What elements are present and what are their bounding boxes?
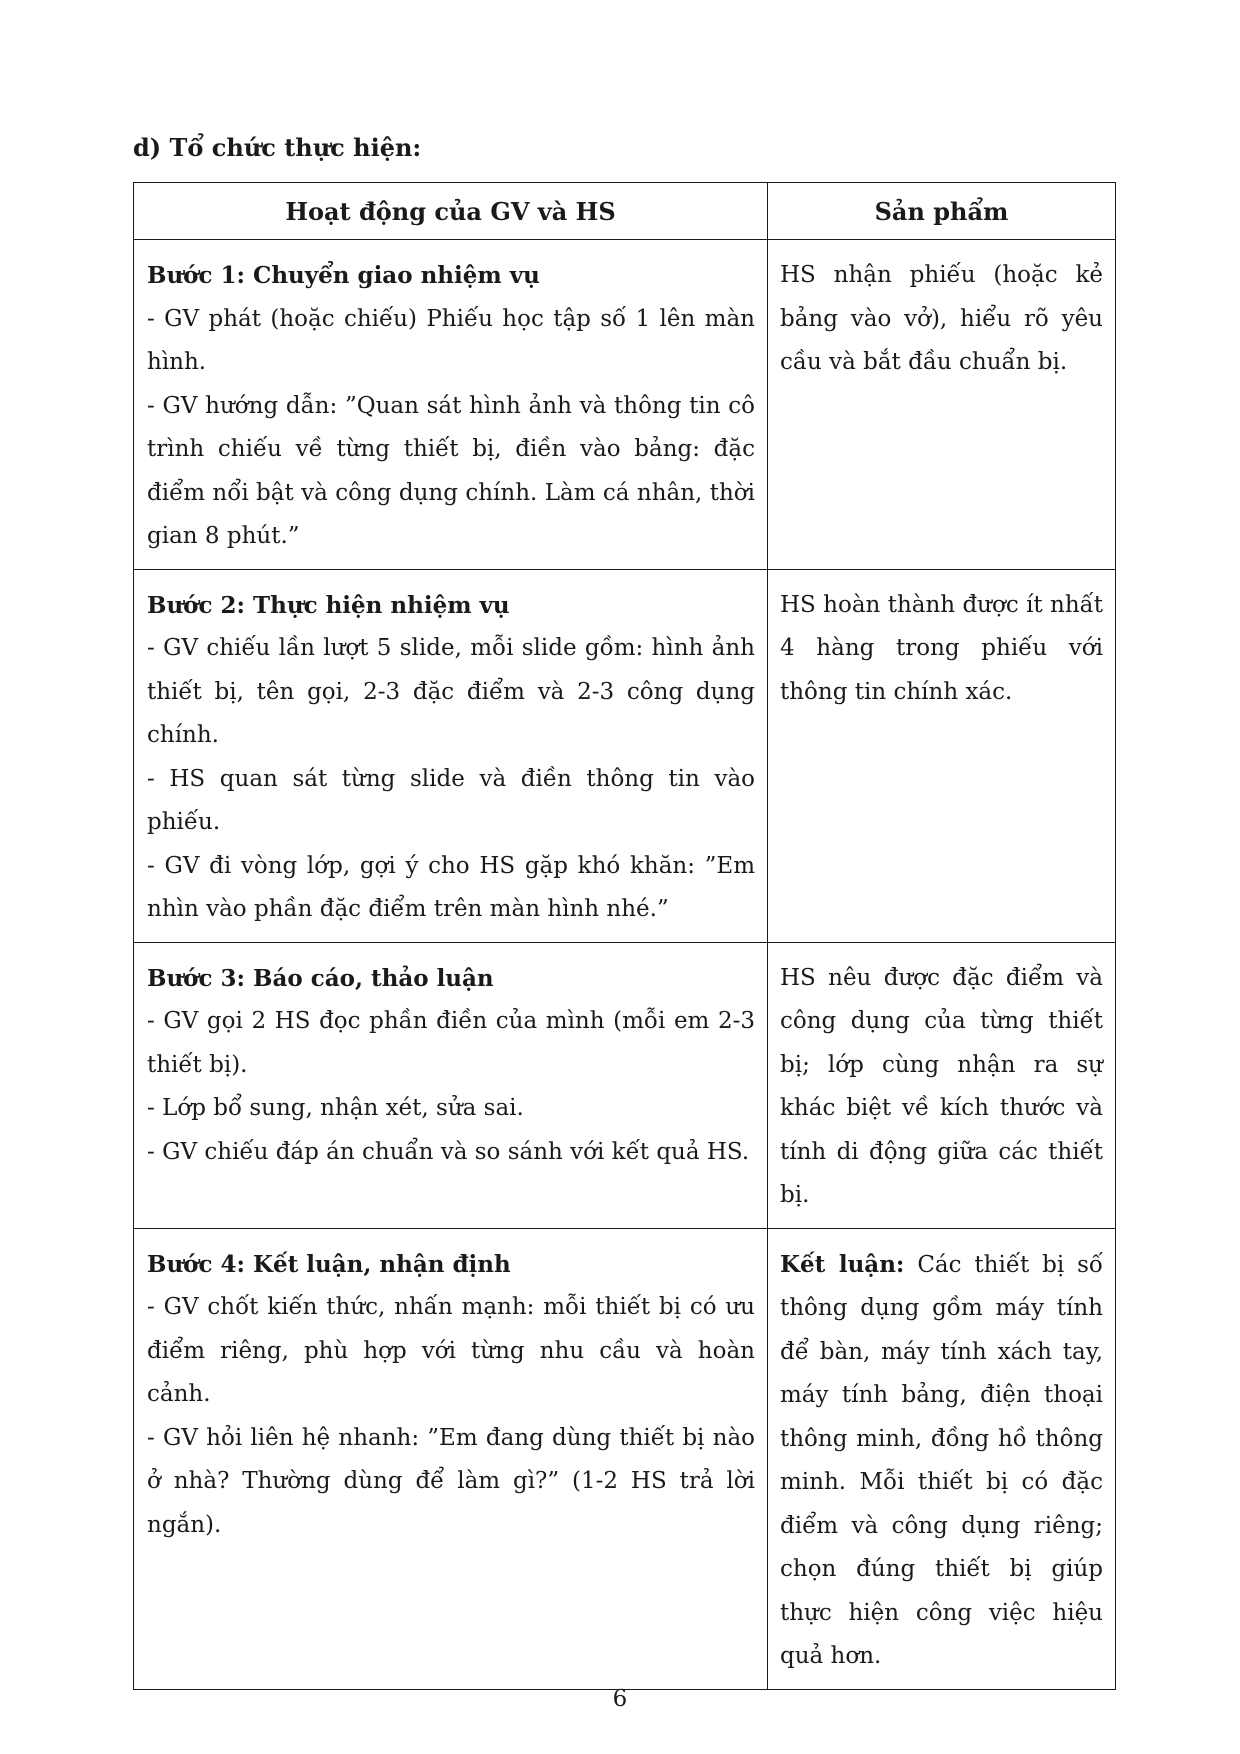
activity-cell bbox=[134, 569, 768, 942]
product-cell bbox=[768, 942, 1116, 1228]
table-row bbox=[134, 942, 1116, 1228]
product-cell bbox=[768, 1228, 1116, 1689]
activity-cell bbox=[134, 942, 768, 1228]
table-row bbox=[134, 240, 1116, 570]
activity-line: - GV chiếu đáp án chuẩn và so sánh với kết quả HS. bbox=[147, 1138, 750, 1165]
activity-line: - GV đi vòng lớp, gợi ý cho HS gặp khó khăn: ”Em nhìn vào phần đặc điểm trên màn hình nhé.” bbox=[147, 852, 755, 922]
header-activity: Hoạt động của GV và HS bbox=[134, 183, 768, 240]
page-number: 6 bbox=[612, 1686, 628, 1712]
activity-line: - GV hướng dẫn: ”Quan sát hình ảnh và thông tin cô trình chiếu về từng thiết bị, điền vào bảng: đặc điểm nổi bật và công dụng chính. Làm cá nhân, thời gian 8 phút.” bbox=[147, 392, 755, 549]
header-product: Sản phẩm bbox=[768, 183, 1116, 240]
activity-table bbox=[133, 182, 1116, 1690]
step-title: Bước 4: Kết luận, nhận định bbox=[147, 1250, 511, 1278]
activity-line: - GV phát (hoặc chiếu) Phiếu học tập số 1 lên màn hình. bbox=[147, 305, 755, 375]
product-text: HS nhận phiếu (hoặc kẻ bảng vào vở), hiểu rõ yêu cầu và bắt đầu chuẩn bị. bbox=[780, 262, 1103, 375]
conclusion-label: Kết luận: bbox=[780, 1250, 905, 1278]
step-title: Bước 3: Báo cáo, thảo luận bbox=[147, 964, 494, 992]
product-text: HS nêu được đặc điểm và công dụng của từng thiết bị; lớp cùng nhận ra sự khác biệt về kích thước và tính di động giữa các thiết bị. bbox=[780, 964, 1103, 1208]
activity-line: - GV chốt kiến thức, nhấn mạnh: mỗi thiết bị có ưu điểm riêng, phù hợp với từng nhu cầu và hoàn cảnh. bbox=[147, 1294, 755, 1407]
table-row bbox=[134, 569, 1116, 942]
product-cell bbox=[768, 240, 1116, 570]
step-title: Bước 1: Chuyển giao nhiệm vụ bbox=[147, 262, 540, 289]
table-row bbox=[134, 1228, 1116, 1689]
activity-line: - Lớp bổ sung, nhận xét, sửa sai. bbox=[147, 1095, 524, 1121]
product-text: Các thiết bị số thông dụng gồm máy tính để bàn, máy tính xách tay, máy tính bảng, điện thoại thông minh, đồng hồ thông minh. Mỗi thiết bị có đặc điểm và công dụng riêng; chọn đúng thiết bị giúp thực hiện công việc hiệu quả hơn. bbox=[780, 1251, 1103, 1669]
activity-cell bbox=[134, 1228, 768, 1689]
product-text: HS hoàn thành được ít nhất 4 hàng trong phiếu với thông tin chính xác. bbox=[780, 591, 1103, 705]
activity-line: - GV gọi 2 HS đọc phần điền của mình (mỗi em 2-3 thiết bị). bbox=[147, 1008, 755, 1078]
activity-line: - GV chiếu lần lượt 5 slide, mỗi slide gồm: hình ảnh thiết bị, tên gọi, 2-3 đặc điểm và 2-3 công dụng chính. bbox=[147, 635, 755, 748]
activity-line: - GV hỏi liên hệ nhanh: ”Em đang dùng thiết bị nào ở nhà? Thường dùng để làm gì?” (1-2 HS trả lời ngắn). bbox=[147, 1424, 755, 1538]
product-cell bbox=[768, 569, 1116, 942]
activity-line: - HS quan sát từng slide và điền thông tin vào phiếu. bbox=[147, 765, 755, 835]
activity-cell bbox=[134, 240, 768, 570]
section-heading: d) Tổ chức thực hiện: bbox=[133, 133, 422, 162]
table-body bbox=[134, 240, 1116, 1690]
step-title: Bước 2: Thực hiện nhiệm vụ bbox=[147, 591, 510, 619]
table-header-row bbox=[134, 183, 1116, 240]
